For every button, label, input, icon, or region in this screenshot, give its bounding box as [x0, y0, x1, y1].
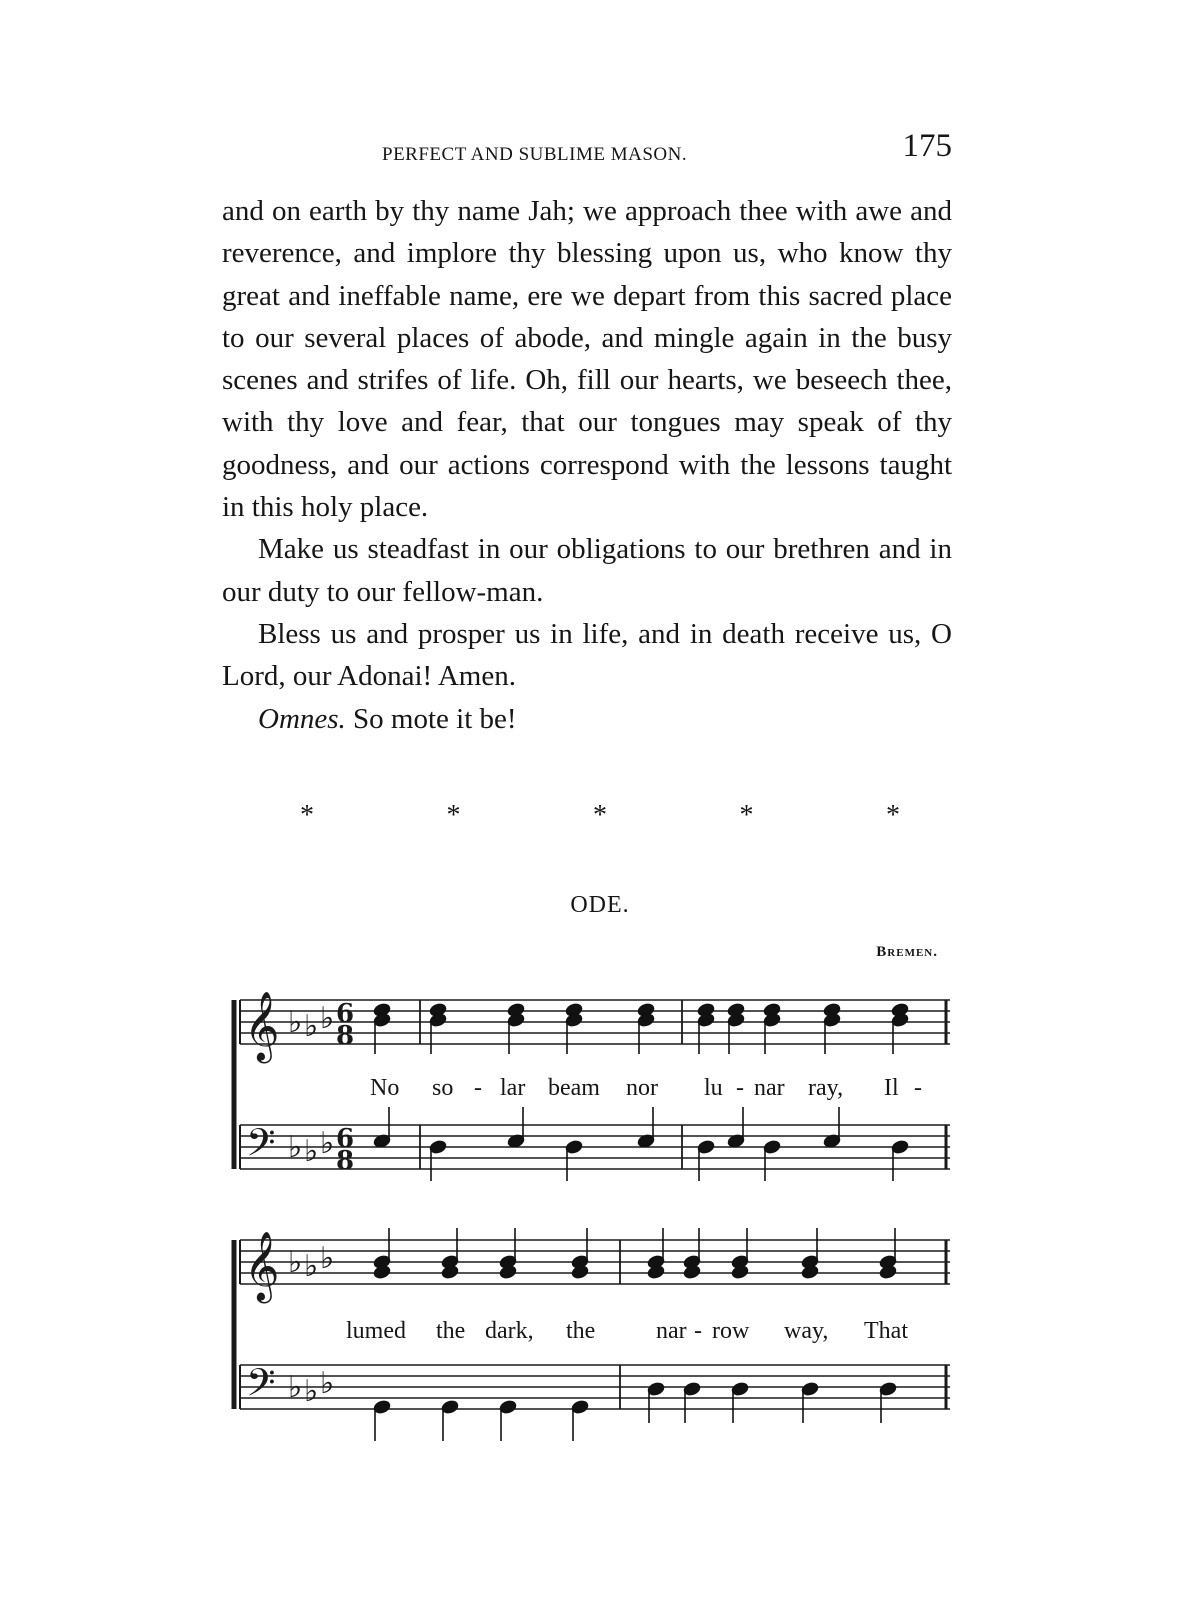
lyric-syllable: Il — [884, 1075, 899, 1101]
notes — [373, 1002, 910, 1441]
lyrics-system-2 — [346, 1318, 908, 1344]
flat-icon: ♭ — [288, 1370, 303, 1405]
page-number: 175 — [902, 128, 952, 164]
bass-clef-icon: 𝄢 — [246, 1120, 276, 1174]
flat-icon: ♭ — [288, 1130, 303, 1165]
asterisk: * — [886, 800, 900, 831]
treble-clef-icon: 𝄞 — [244, 1231, 280, 1301]
lyric-syllable: the — [566, 1318, 596, 1344]
lyric-syllable: ray, — [808, 1075, 844, 1101]
lyric-syllable: - — [474, 1075, 482, 1101]
lyric-syllable: way, — [784, 1318, 829, 1344]
asterisk: * — [300, 800, 314, 831]
flat-icon: ♭ — [304, 1374, 319, 1409]
bass-clef-icon: 𝄢 — [246, 1360, 276, 1414]
system-brackets — [234, 1000, 946, 1409]
asterisk: * — [593, 800, 607, 831]
time-signature: 6 — [336, 1124, 355, 1154]
treble-clef-icon: 𝄞 — [244, 991, 280, 1061]
lyric-syllable: nar — [754, 1075, 785, 1101]
lyric-syllable: the — [436, 1318, 466, 1344]
flat-icon: ♭ — [304, 1009, 319, 1044]
tune-name: Bremen. — [876, 944, 938, 960]
ode-title: ODE. — [570, 892, 630, 918]
flat-icon: ♭ — [304, 1249, 319, 1284]
flat-icon: ♭ — [288, 1005, 303, 1040]
staff-lines — [240, 1000, 950, 1409]
lyric-syllable: beam — [548, 1075, 600, 1101]
paragraph-2: Make us steadfast in our obligations to our brethren and in our duty to our fellow-man. — [222, 533, 952, 608]
lyric-syllable: nor — [626, 1075, 658, 1101]
paragraph-1: and on earth by thy name Jah; we approach thee with awe and reverence, and implore thy blessing upon us, who know thy great and ineffable name, ere we depart from this sacred place to our several places of abode, and mingle again in the busy scenes and strifes of life. Oh, fill our hearts, we beseech thee, with thy love and fear, that our tongues may speak of thy goodness, and our actions correspond with the lessons taught in this holy place. — [222, 195, 952, 524]
flat-icon: ♭ — [320, 1001, 335, 1036]
flat-icon: ♭ — [288, 1245, 303, 1280]
asterisk: * — [446, 800, 461, 831]
time-signature: 8 — [336, 1146, 355, 1176]
lyric-syllable: lar — [500, 1075, 526, 1101]
lyric-syllable: lu — [704, 1075, 723, 1101]
running-head: PERFECT AND SUBLIME MASON. — [382, 144, 688, 165]
omnes-label: Omnes. — [258, 702, 346, 735]
flat-icon: ♭ — [320, 1241, 335, 1276]
lyric-syllable: row — [712, 1318, 750, 1344]
lyric-syllable: dark, — [485, 1318, 534, 1344]
flat-icon: ♭ — [304, 1134, 319, 1169]
lyrics-system-1 — [370, 1075, 922, 1101]
lyric-syllable: - — [694, 1318, 702, 1344]
paragraph-3: Bless us and prosper us in life, and in death receive us, O Lord, our Adonai! Amen. — [222, 617, 952, 693]
flat-icon: ♭ — [320, 1366, 335, 1401]
asterisk: * — [739, 800, 754, 831]
lyric-syllable: lumed — [346, 1318, 406, 1344]
lyric-syllable: - — [914, 1075, 922, 1101]
lyric-syllable: - — [736, 1075, 744, 1101]
lyric-syllable: nar — [656, 1318, 687, 1344]
time-signature: 6 — [336, 999, 355, 1029]
omnes-text: So mote it be! — [345, 702, 517, 735]
time-signature: 8 — [336, 1021, 355, 1051]
lyric-syllable: No — [370, 1075, 400, 1101]
lyric-syllable: That — [864, 1318, 908, 1344]
lyric-syllable: so — [432, 1075, 454, 1101]
clefs-and-keys — [244, 991, 354, 1414]
flat-icon: ♭ — [320, 1126, 335, 1161]
